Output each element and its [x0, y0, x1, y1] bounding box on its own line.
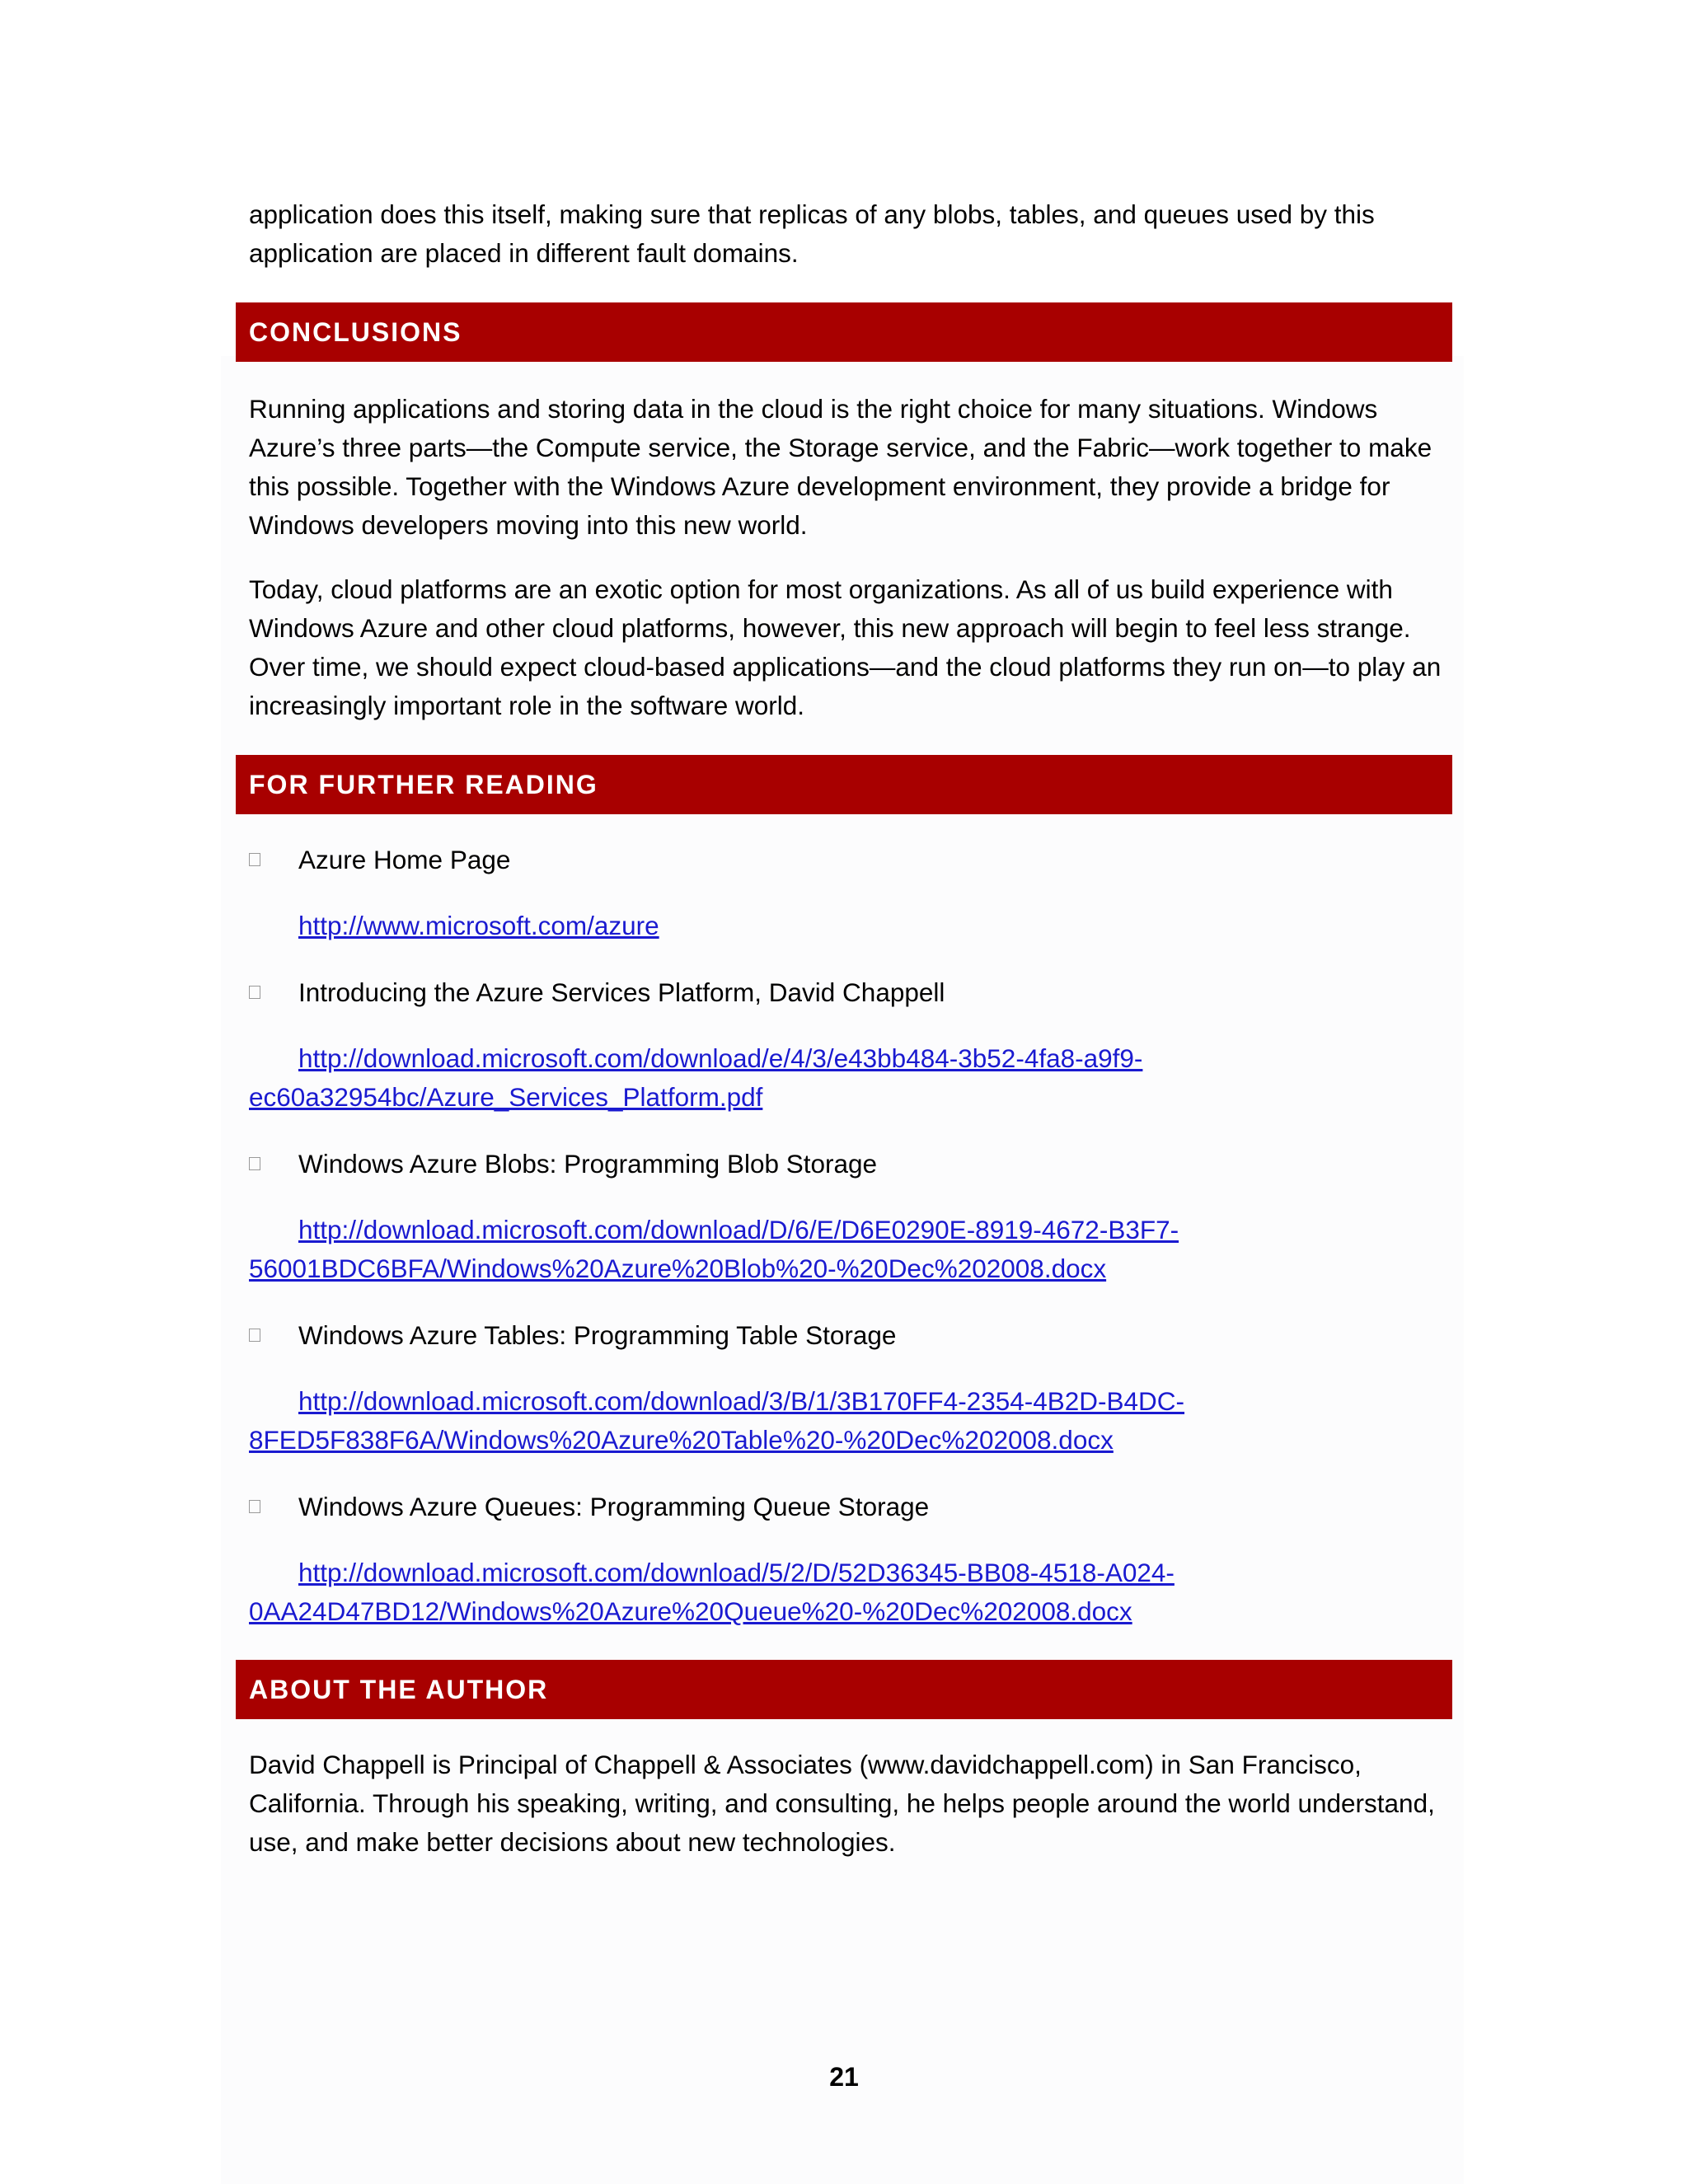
reading-item-link[interactable]: [249, 1211, 1461, 1288]
reading-item-title: Azure Home Page: [298, 845, 511, 874]
reading-item-link[interactable]: [249, 1382, 1461, 1460]
reading-item-title: Introducing the Azure Services Platform, David Chappell: [298, 977, 945, 1007]
link-line-1: http://download.microsoft.com/download/5/2/D/52D36345-BB08-4518-A024-: [298, 1558, 1175, 1587]
intro-paragraph: application does this itself, making sure that replicas of any blobs, tables, and queues used by this application are placed in different fault domains.: [249, 199, 1375, 268]
conclusions-paragraph-1: Running applications and storing data in the cloud is the right choice for many situations. Windows Azure’s three parts—the Compute service, the Storage service, and the Fabric—work together to make this possible. Together with the Windows Azure development environment, they provide a bridge for Windows developers moving into this new world.: [249, 394, 1432, 540]
bullet-box-icon: [249, 1500, 260, 1513]
conclusions-heading: CONCLUSIONS: [236, 302, 1452, 362]
link-line-2: ec60a32954bc/Azure_Services_Platform.pdf: [249, 1082, 763, 1112]
link-line-2: 8FED5F838F6A/Windows%20Azure%20Table%20-%20Dec%202008.docx: [249, 1425, 1114, 1455]
conclusions-paragraph-2: Today, cloud platforms are an exotic option for most organizations. As all of us build experience with Windows Azure and other cloud platforms, however, this new approach will begin to feel less strange. Over time, we should expect cloud-based applications—and the cloud platforms they run on—to play an increasingly important role in the software world.: [249, 574, 1442, 720]
reading-item-title: Windows Azure Tables: Programming Table Storage: [298, 1320, 897, 1350]
page-number: 21: [829, 2062, 859, 2092]
reading-item-link[interactable]: [249, 907, 1461, 945]
reading-item-link[interactable]: [249, 1554, 1461, 1631]
link-line-1: http://download.microsoft.com/download/e/4/3/e43bb484-3b52-4fa8-a9f9-: [298, 1043, 1143, 1073]
bullet-box-icon: [249, 986, 260, 999]
further-reading-heading: FOR FURTHER READING: [236, 755, 1452, 814]
link-line-1: http://download.microsoft.com/download/3/B/1/3B170FF4-2354-4B2D-B4DC-: [298, 1386, 1185, 1416]
link-line-1: http://download.microsoft.com/download/D/6/E/D6E0290E-8919-4672-B3F7-: [298, 1215, 1179, 1244]
bullet-box-icon: [249, 1157, 260, 1170]
link-line-2: 0AA24D47BD12/Windows%20Azure%20Queue%20-%20Dec%202008.docx: [249, 1596, 1132, 1626]
reading-item-link[interactable]: [249, 1039, 1461, 1117]
reading-item-title: Windows Azure Blobs: Programming Blob Storage: [298, 1149, 878, 1179]
reading-item-title: Windows Azure Queues: Programming Queue Storage: [298, 1492, 930, 1521]
about-author-paragraph: David Chappell is Principal of Chappell & Associates (www.davidchappell.com) in San Francisco, California. Through his speaking, writing, and consulting, he helps people around the world understand, use, and make better decisions about new technologies.: [249, 1750, 1435, 1857]
about-author-heading: ABOUT THE AUTHOR: [236, 1660, 1452, 1719]
link-line-1: http://www.microsoft.com/azure: [298, 911, 659, 940]
bullet-box-icon: [249, 853, 260, 866]
link-line-2: 56001BDC6BFA/Windows%20Azure%20Blob%20-%20Dec%202008.docx: [249, 1254, 1107, 1283]
bullet-box-icon: [249, 1329, 260, 1342]
